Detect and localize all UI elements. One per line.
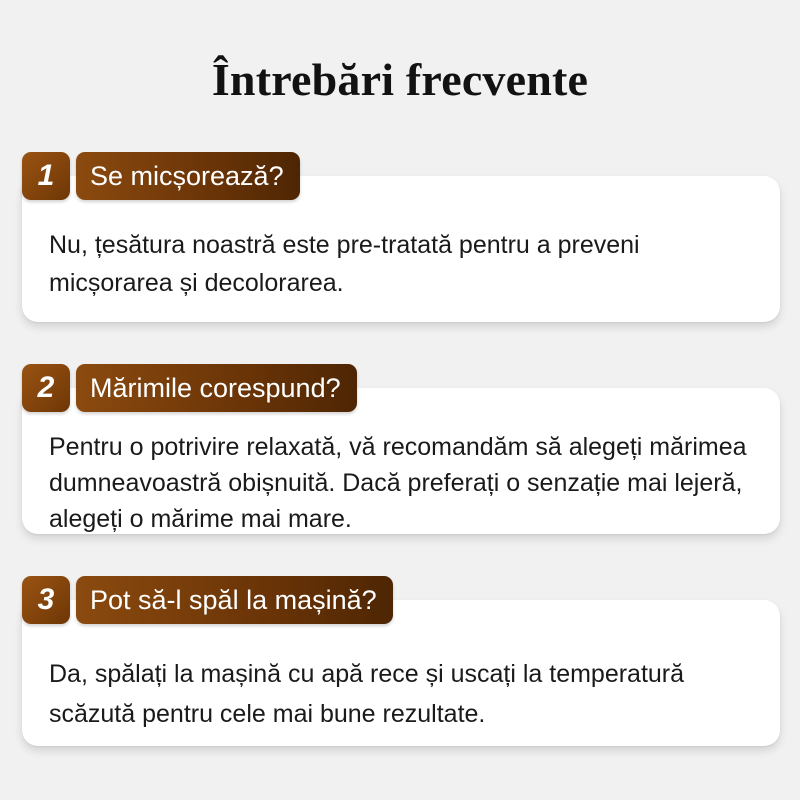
faq-answer-text: Pentru o potrivire relaxată, vă recomandăm să alegeți mărimea dumneavoastră obișnuită. Dacă preferați o senzație mai lejeră, alegeți o mărime mai mare. <box>49 433 747 533</box>
page-title: Întrebări frecvente <box>211 54 589 105</box>
faq-number-badge: 2 <box>22 364 70 412</box>
faq-answer-text: Da, spălați la mașină cu apă rece și uscați la temperatură scăzută pentru cele mai bune rezultate. <box>49 660 685 728</box>
faq-question-label: Se micșorează? <box>76 152 300 200</box>
faq-question-label: Pot să-l spăl la mașină? <box>76 576 393 624</box>
faq-question-label: Mărimile corespund? <box>76 364 357 412</box>
faq-number-badge: 1 <box>22 152 70 200</box>
faq-number-badge: 3 <box>22 576 70 624</box>
faq-answer-text: Nu, țesătura noastră este pre-tratată pentru a preveni micșorarea și decolorarea. <box>49 231 640 297</box>
